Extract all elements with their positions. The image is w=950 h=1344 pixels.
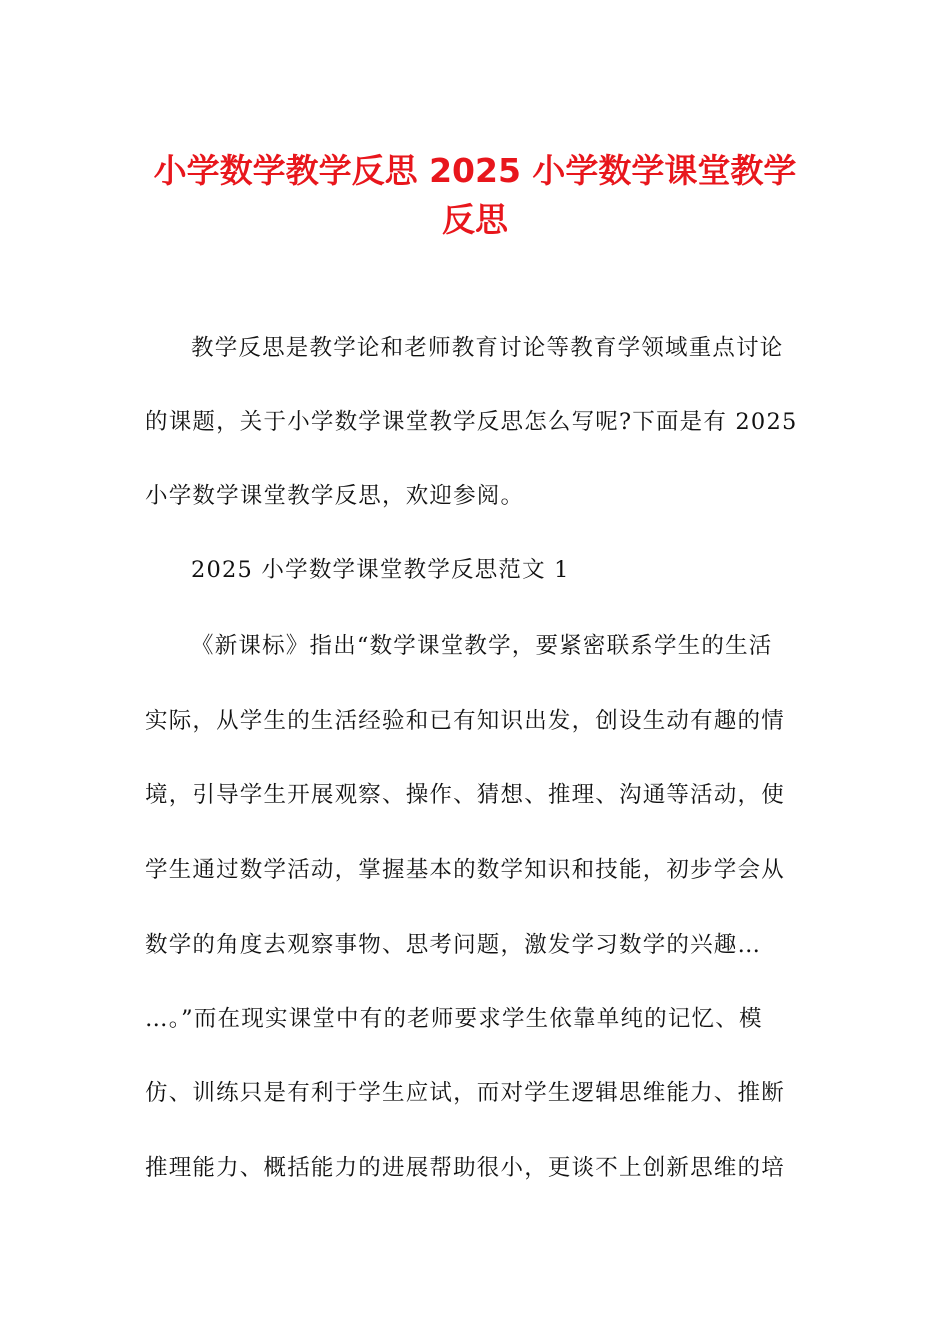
paragraph-2-line-6: …。”而在现实课堂中有的老师要求学生依靠单纯的记忆、模 xyxy=(145,1006,763,1032)
paragraph-1-line-2: 的课题，关于小学数学课堂教学反思怎么写呢?下面是有 2025 xyxy=(145,409,798,435)
document-title-line-2: 反思 xyxy=(442,200,508,239)
paragraph-2-line-7: 仿、训练只是有利于学生应试，而对学生逻辑思维能力、推断 xyxy=(145,1080,785,1106)
paragraph-2-line-1: 《新课标》指出“数学课堂教学，要紧密联系学生的生活 xyxy=(191,633,773,659)
paragraph-1-line-1: 教学反思是教学论和老师教育讨论等教育学领域重点讨论 xyxy=(191,335,784,361)
paragraph-2-line-4: 学生通过数学活动，掌握基本的数学知识和技能，初步学会从 xyxy=(145,857,785,883)
paragraph-2-line-2: 实际，从学生的生活经验和已有知识出发，创设生动有趣的情 xyxy=(145,708,785,734)
paragraph-2-line-3: 境，引导学生开展观察、操作、猜想、推理、沟通等活动，使 xyxy=(145,782,785,808)
document-title-line-1: 小学数学教学反思 2025 小学数学课堂教学 xyxy=(153,151,797,190)
paragraph-2-line-8: 推理能力、概括能力的进展帮助很小，更谈不上创新思维的培 xyxy=(145,1155,785,1181)
paragraph-2-line-5: 数学的角度去观察事物、思考问题，激发学习数学的兴趣… xyxy=(145,932,762,958)
paragraph-1-line-3: 小学数学课堂教学反思，欢迎参阅。 xyxy=(145,483,525,509)
section-heading-1: 2025 小学数学课堂教学反思范文 1 xyxy=(191,557,570,583)
